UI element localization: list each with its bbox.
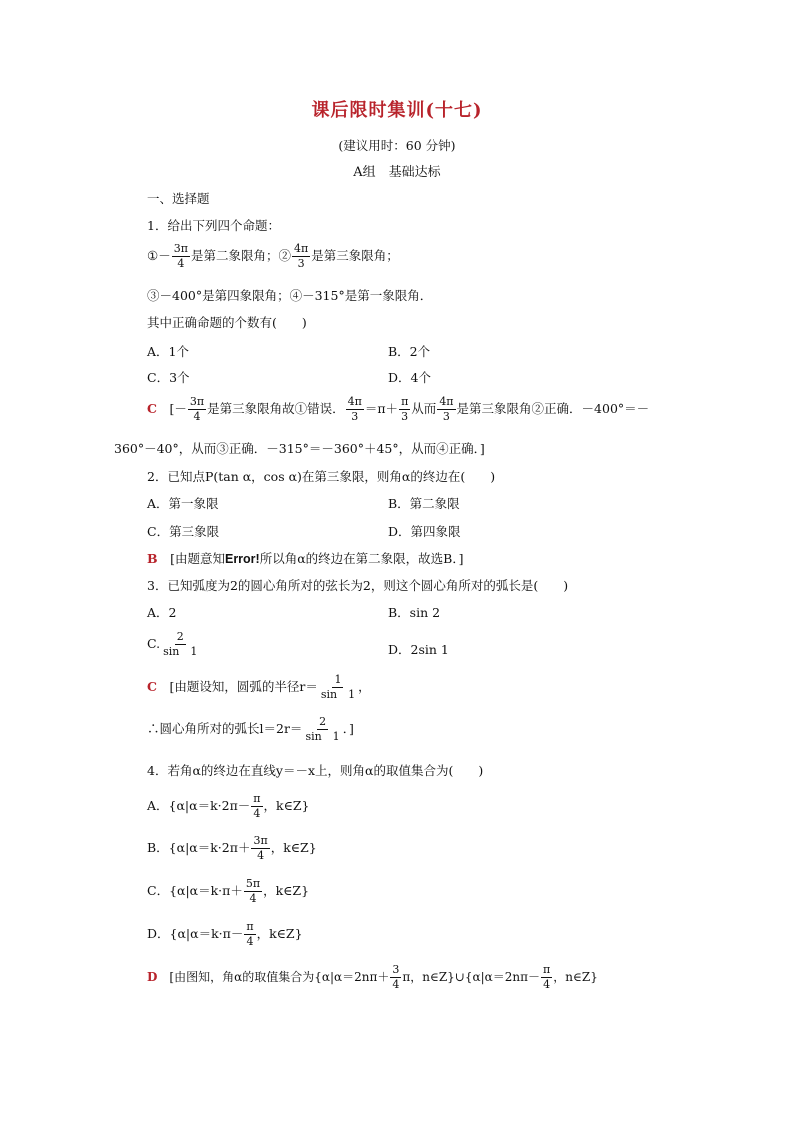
q2-ans-b: 所以角α的终边在第二象限，故选B．] bbox=[259, 551, 464, 566]
q4-opta-den: 4 bbox=[253, 807, 261, 820]
q4-optb-den: 4 bbox=[257, 849, 265, 862]
q4-option-c bbox=[147, 877, 309, 906]
q3-answer bbox=[147, 673, 371, 702]
q4-optd-den: 4 bbox=[246, 935, 254, 948]
q4-ans-frac2 bbox=[541, 963, 552, 992]
q4-optc-frac bbox=[244, 877, 262, 906]
q4-optb-post: ，k∈Z} bbox=[270, 840, 317, 855]
q1-ans-p5: 是第三象限角②正确．－400°＝－ bbox=[456, 401, 650, 416]
q1-answer-line2: 360°－40°，从而③正确．－315°＝－360°＋45°，从而④正确．] bbox=[114, 441, 485, 456]
q4-option-a bbox=[147, 792, 310, 821]
q3-optc-prefix: C. bbox=[147, 636, 161, 651]
q3-answer-letter: C bbox=[147, 679, 157, 694]
q1-option-d: D．4个 bbox=[388, 370, 431, 385]
q1-ans-frac2-den: 3 bbox=[351, 410, 359, 423]
q4-ans-frac1-num: 3 bbox=[392, 963, 400, 976]
q4-optc-num: 5π bbox=[245, 877, 261, 890]
q3-ans2-text: ∴圆心角所对的弧长l＝2r＝ bbox=[147, 721, 303, 736]
q3-option-b: B．sin 2 bbox=[388, 605, 441, 620]
q3-optc-num: 2 bbox=[176, 630, 184, 643]
q2-ans-a: [由题意知 bbox=[170, 551, 225, 566]
q3-ans2-num: 2 bbox=[319, 715, 327, 728]
q4-option-d bbox=[147, 920, 303, 949]
q1-ans-frac4 bbox=[437, 395, 455, 424]
q2-ans-error: Error! bbox=[224, 552, 260, 566]
q1-frac1-num: 3π bbox=[173, 242, 188, 255]
q4-optd-post: ，k∈Z} bbox=[256, 926, 303, 941]
q4-answer-letter: D bbox=[147, 970, 158, 984]
q4-ans-post: ，n∈Z} bbox=[553, 970, 598, 984]
q4-opta-num: π bbox=[253, 792, 261, 805]
q3-answer-line2 bbox=[147, 715, 354, 744]
q1-ans-frac4-den: 3 bbox=[442, 410, 450, 423]
q4-answer bbox=[147, 963, 598, 992]
q3-ans-tail: ， bbox=[358, 679, 371, 694]
q3-stem: 3．已知弧度为2的圆心角所对的弦长为2，则这个圆心角所对的弧长是( ) bbox=[147, 578, 569, 593]
q1-answer-letter: C bbox=[147, 401, 157, 416]
q4-optc-den: 4 bbox=[249, 892, 257, 905]
q4-ans-pre: [由图知，角α的取值集合为{α|α＝2nπ＋ bbox=[169, 970, 390, 984]
q4-stem: 4．若角α的终边在直线y＝－x上，则角α的取值集合为( ) bbox=[147, 763, 484, 778]
q3-ans-num: 1 bbox=[334, 673, 342, 686]
q4-opta-frac bbox=[251, 792, 262, 821]
q2-answer-letter: B bbox=[147, 551, 158, 566]
suggested-time: (建议用时：60 分钟) bbox=[338, 138, 456, 153]
section-label: 一、选择题 bbox=[147, 191, 210, 206]
group-heading: A组 基础达标 bbox=[353, 165, 441, 180]
q1-line3: 其中正确命题的个数有( ) bbox=[147, 315, 307, 330]
q2-option-b: B．第二象限 bbox=[388, 496, 460, 511]
q4-optc-pre: C．{α|α＝k·π＋ bbox=[147, 883, 243, 898]
q4-option-b bbox=[147, 834, 317, 863]
q1-stem: 1．给出下列四个命题： bbox=[147, 218, 280, 233]
q1-answer bbox=[147, 395, 649, 424]
q3-option-c bbox=[147, 630, 200, 659]
q1-ans-frac1-den: 4 bbox=[193, 410, 201, 423]
q3-option-d: D．2sin 1 bbox=[388, 642, 449, 657]
page-title: 课后限时集训(十七) bbox=[311, 100, 483, 121]
q3-ans-den: sin 1 bbox=[320, 688, 356, 701]
q1-line1-b: 是第二象限角；② bbox=[190, 248, 291, 263]
q2-option-d: D．第四象限 bbox=[388, 524, 461, 539]
q4-optb-num: 3π bbox=[253, 834, 268, 847]
q4-ans-frac1 bbox=[390, 963, 401, 992]
q1-ans-p2: 是第三象限角故①错误． bbox=[207, 401, 345, 416]
q4-ans-frac2-num: π bbox=[543, 963, 551, 976]
q2-option-c: C．第三象限 bbox=[147, 524, 220, 539]
q3-ans-text: [由题设知，圆弧的半径r＝ bbox=[169, 679, 318, 694]
q1-option-a: A．1个 bbox=[147, 344, 189, 359]
q4-optc-post: ，k∈Z} bbox=[263, 883, 310, 898]
q1-ans-p3: ＝π＋ bbox=[364, 401, 399, 416]
q1-frac2-den: 3 bbox=[297, 257, 305, 270]
q4-opta-pre: A．{α|α＝k·2π－ bbox=[147, 798, 251, 813]
q3-optc-frac bbox=[161, 630, 199, 659]
q1-frac1-den: 4 bbox=[177, 257, 185, 270]
q4-opta-post: ，k∈Z} bbox=[263, 798, 310, 813]
q2-stem: 2．已知点P(tan α，cos α)在第三象限，则角α的终边在( ) bbox=[147, 469, 496, 484]
q4-ans-frac1-den: 4 bbox=[392, 978, 400, 991]
q1-frac2 bbox=[292, 242, 310, 271]
q1-ans-p1: [－ bbox=[169, 401, 187, 416]
q1-line1 bbox=[147, 242, 399, 271]
q4-optb-frac bbox=[251, 834, 269, 863]
q1-frac1 bbox=[172, 242, 190, 271]
q3-ans2-tail: ．] bbox=[342, 721, 354, 736]
q1-ans-frac2 bbox=[346, 395, 364, 424]
q4-optd-num: π bbox=[246, 920, 254, 933]
q1-ans-frac1-num: 3π bbox=[189, 395, 205, 408]
q1-ans-frac3-den: 3 bbox=[401, 410, 409, 423]
q2-answer bbox=[147, 549, 463, 567]
q4-optd-pre: D．{α|α＝k·π－ bbox=[147, 926, 244, 941]
q1-frac2-num: 4π bbox=[293, 242, 309, 255]
q4-ans-frac2-den: 4 bbox=[543, 978, 551, 991]
q3-ans2-frac bbox=[303, 715, 341, 744]
q1-ans-p4: 从而 bbox=[411, 401, 437, 416]
q3-optc-den: sin 1 bbox=[163, 645, 198, 658]
q4-ans-mid: π，n∈Z}∪{α|α＝2nπ－ bbox=[402, 970, 541, 984]
q3-ans2-den: sin 1 bbox=[305, 730, 340, 743]
q1-ans-frac2-num: 4π bbox=[347, 395, 362, 408]
q1-option-b: B．2个 bbox=[388, 344, 431, 359]
q1-option-c: C．3个 bbox=[147, 370, 190, 385]
q1-line2: ③－400°是第四象限角；④－315°是第一象限角． bbox=[147, 288, 433, 303]
q3-option-a: A．2 bbox=[147, 605, 177, 620]
q1-line1-c: 是第三象限角； bbox=[311, 248, 399, 263]
q1-ans-frac4-num: 4π bbox=[439, 395, 454, 408]
q1-ans-frac3-num: π bbox=[401, 395, 409, 408]
q1-ans-frac1 bbox=[188, 395, 206, 424]
q4-optd-frac bbox=[244, 920, 255, 949]
q2-option-a: A．第一象限 bbox=[147, 496, 219, 511]
q3-ans-frac bbox=[319, 673, 357, 702]
q4-optb-pre: B．{α|α＝k·2π＋ bbox=[147, 840, 251, 855]
q1-line1-a: ①－ bbox=[147, 248, 171, 263]
q1-ans-frac3 bbox=[399, 395, 410, 424]
